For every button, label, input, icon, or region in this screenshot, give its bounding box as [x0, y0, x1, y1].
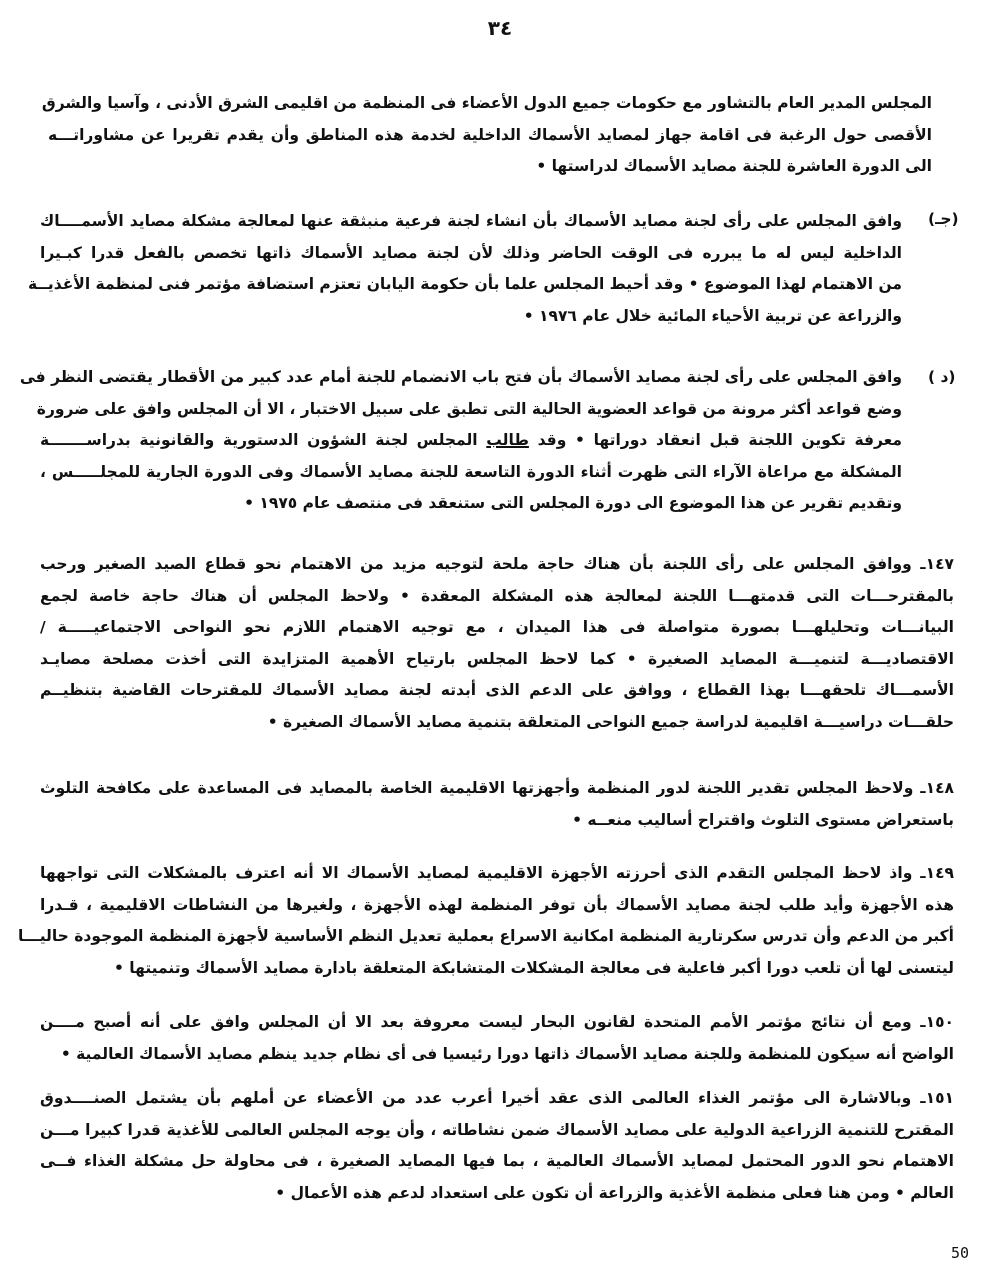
text-line: وافق المجلس على رأى لجنة مصايد الأسماك بأن انشاء لجنة فرعية منبثقة عنها لمعالجة مشكلة مصايد الأسمــــاك [40, 212, 902, 230]
text-line: ليتسنى لها أن تلعب دورا أكبر فاعلية فى معالجة المشكلات المتشابكة المتعلقة بادارة مصايد الأسماك وتنميتها • [114, 958, 954, 977]
page-number-bottom: 50 [950, 1244, 970, 1262]
text-line: الأسمـــاك تلحقهـــا بهذا القطاع ، ووافق على الدعم الذى أبدته لجنة مصايد الأسماك للمقترحات القاضية بتنظيــم [40, 681, 954, 699]
text-line: الداخلية ليس له ما يبرره فى الوقت الحاضر وذلك لأن لجنة مصايد الأسماك ذاتها تخصص بالفعل قدرا كبـيرا [40, 243, 902, 262]
page-number-top: ٣٤ [487, 16, 513, 40]
paragraph-149 [18, 858, 954, 984]
paragraph-jeem [27, 206, 902, 332]
text-line: الى الدورة العاشرة للجنة مصايد الأسماك لدراستها • [536, 157, 932, 175]
paragraph-marker-jeem: (جـ) [928, 210, 959, 228]
text-line: هذه الأجهزة وأيد طلب لجنة مصايد الأسماك بأن توفر المنظمة لهذه الأجهزة ، ولغيرها من النشاطات الاقليمية ، قـدرا [40, 895, 954, 914]
paragraph-dal [19, 362, 902, 520]
paragraph-marker-dal: (د ) [928, 368, 956, 386]
text-line: الاهتمام نحو الدور المحتمل لمصايد الأسماك العالمية ، بما فيها المصايد الصغيرة ، فى محاولة حل مشكلة الغذاء فــى [40, 1152, 954, 1170]
text-line: المقترح للتنمية الزراعية الدولية على مصايد الأسماك ضمن نشاطاته ، وأن يوجه المجلس العالمى للأغذية قدرا كبيرا مـــن [40, 1120, 954, 1139]
text-line: الاقتصاديـــة لتنميـــة المصايد الصغيرة • كما لاحظ المجلس بارتياح الأهمية المتزايدة التى أخذت مصلحة مصايـد [40, 649, 954, 668]
paragraph-147 [40, 549, 954, 738]
text-line: وافق المجلس على رأى لجنة مصايد الأسماك بأن فتح باب الانضمام للجنة أمام عدد كبير من الأقطار يقتضى النظر فى [19, 368, 902, 386]
text-line: الأقصى حول الرغبة فى اقامة جهاز لمصايد الأسماك الداخلية لخدمة هذه المناطق وأن يقدم تقريرا عن مشاوراتـــه [48, 125, 932, 144]
paragraph-150 [40, 1007, 954, 1070]
text-line: ١٤٧ـ ووافق المجلس على رأى اللجنة بأن هناك حاجة ملحة لتوجيه مزيد من الاهتمام نحو قطاع الصيد الصغير ورحب [40, 555, 954, 573]
text-line: المجلس المدير العام بالتشاور مع حكومات جميع الدول الأعضاء فى المنظمة من اقليمى الشرق الأدنى ، وآسيا والشرق [41, 94, 932, 112]
text-line: باستعراض مستوى التلوث واقتراح أساليب منعــه • [572, 810, 954, 829]
text-line: العالم • ومن هنا فعلى منظمة الأغذية والزراعة أن تكون على استعداد لدعم هذه الأعمال • [275, 1183, 954, 1202]
text-line: حلقـــات دراسيـــة اقليمية لدراسة جميع النواحى المتعلقة بتنمية مصايد الأسماك الصغيرة • [267, 712, 954, 731]
text-line: الواضح أنه سيكون للمنظمة وللجنة مصايد الأسماك ذاتها دورا رئيسيا فى أى نظام جديد ينظم مصايد الأسماك العالمية • [60, 1044, 954, 1063]
text-line: ١٤٩ـ واذ لاحظ المجلس التقدم الذى أحرزته الأجهزة الاقليمية لمصايد الأسماك الا أنه اعترف بالمشكلات التى تواجهها [40, 864, 954, 882]
text-line: المشكلة مع مراعاة الآراء التى ظهرت أثناء الدورة التاسعة للجنة مصايد الأسماك وفى الدورة الجارية للمجلـــــس ، [40, 462, 902, 481]
text-line: وتقديم تقرير عن هذا الموضوع الى دورة المجلس التى ستنعقد فى منتصف عام ١٩٧٥ • [244, 494, 902, 512]
text-line: ١٤٨ـ ولاحظ المجلس تقدير اللجنة لدور المنظمة وأجهزتها الاقليمية الخاصة بالمصايد فى المساعدة على مكافحة التلوث [40, 779, 954, 797]
underlined-word: طالب [486, 431, 529, 449]
paragraph-151 [40, 1083, 954, 1209]
text-line: من الاهتمام لهذا الموضوع • وقد أحيط المجلس علما بأن حكومة اليابان تعتزم استضافة مؤتمر فنى لمنظمة الأغذيــة [27, 275, 902, 293]
text-line-with-underline: معرفة تكوين اللجنة قبل انعقاد دوراتها • وقد طالب المجلس لجنة الشؤون الدستورية والقانونية بدراســـــــة [40, 431, 902, 449]
text-line: ١٥٠ـ ومع أن نتائج مؤتمر الأمم المتحدة لقانون البحار ليست معروفة بعد الا أن المجلس وافق على أنه أصبح مــــن [40, 1013, 954, 1031]
text-line: والزراعة عن تربية الأحياء المائية خلال عام ١٩٧٦ • [523, 306, 902, 325]
paragraph-148 [40, 773, 954, 836]
text-line: وضع قواعد أكثر مرونة من قواعد العضوية الحالية التى تطبق على سبيل الاختبار ، الا أن المجلس وافق على ضرورة [36, 399, 902, 418]
paragraph-intro [41, 88, 932, 183]
text-line: ١٥١ـ وبالاشارة الى مؤتمر الغذاء العالمى الذى عقد أخيرا أعرب عدد من الأعضاء عن أملهم بأن يشتمل الصنــــدوق [40, 1089, 954, 1107]
text-line: أكبر من الدعم وأن تدرس سكرتارية المنظمة امكانية الاسراع بعملية تعديل النظم الأساسية لأجهزة المنظمة الموجودة حاليـــا [18, 927, 954, 945]
text-line: البيانـــات وتحليلهـــا بصورة متواصلة فى هذا الميدان ، مع توجيه الاهتمام اللازم نحو النواحى الاجتماعيـــــة / [40, 618, 954, 636]
text-line: بالمقترحـــات التى قدمتهـــا اللجنة لمعالجة هذه المشكلة المعقدة • ولاحظ المجلس أن هناك حاجة خاصة لجمع [40, 586, 954, 605]
